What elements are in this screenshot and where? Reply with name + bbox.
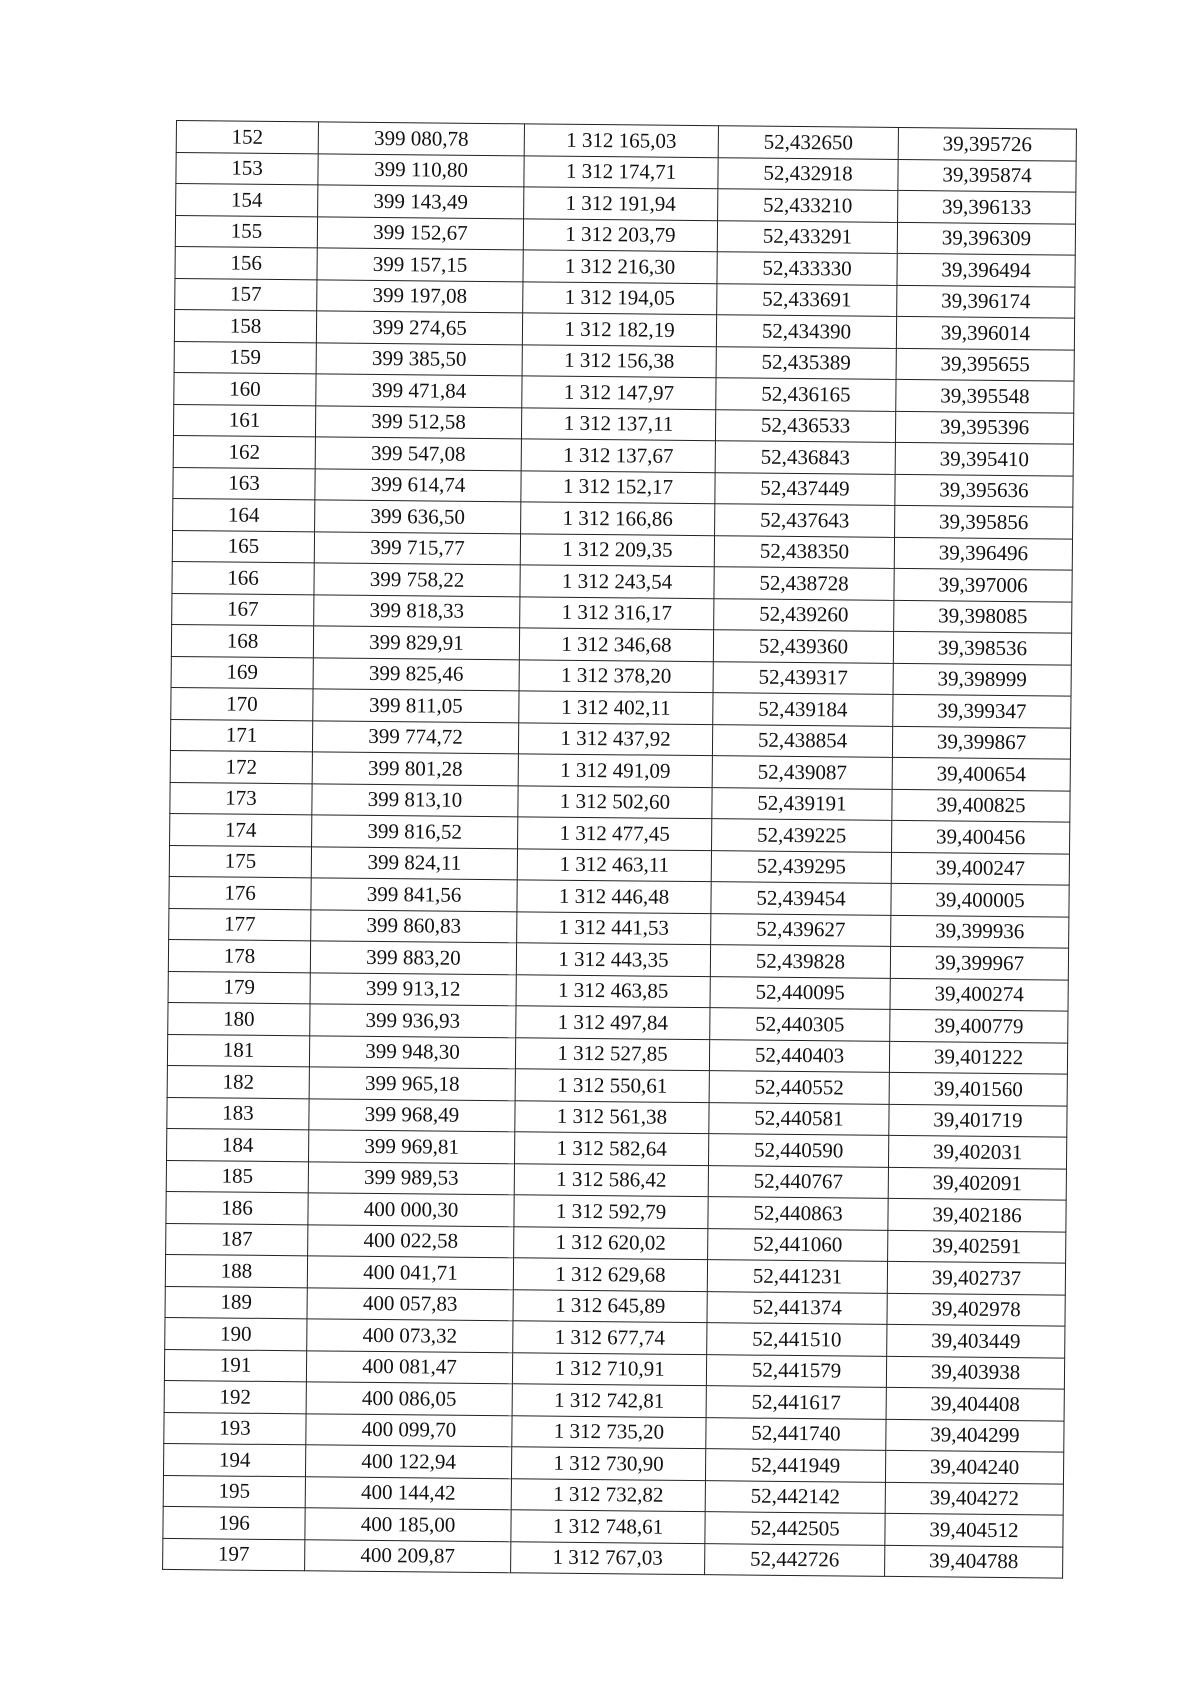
y-coordinate-cell: 1 312 191,94 (524, 187, 718, 220)
point-number-cell: 180 (168, 1002, 310, 1035)
y-coordinate-cell: 1 312 165,03 (524, 124, 718, 157)
y-coordinate-cell: 1 312 550,61 (515, 1069, 709, 1102)
longitude-cell: 39,402091 (888, 1167, 1066, 1200)
longitude-cell: 39,399347 (893, 694, 1071, 727)
latitude-cell: 52,434390 (716, 315, 896, 348)
point-number-cell: 185 (166, 1160, 308, 1193)
y-coordinate-cell: 1 312 437,92 (518, 722, 712, 755)
point-number-cell: 184 (167, 1128, 309, 1161)
point-number-cell: 174 (170, 813, 312, 846)
point-number-cell: 153 (176, 152, 318, 185)
latitude-cell: 52,440552 (709, 1071, 889, 1104)
latitude-cell: 52,432650 (718, 126, 898, 159)
longitude-cell: 39,395655 (896, 348, 1074, 381)
x-coordinate-cell: 400 000,30 (308, 1193, 514, 1226)
longitude-cell: 39,398085 (894, 600, 1072, 633)
x-coordinate-cell: 399 197,08 (317, 279, 523, 312)
latitude-cell: 52,441231 (707, 1260, 887, 1293)
latitude-cell: 52,441510 (707, 1323, 887, 1356)
longitude-cell: 39,402031 (888, 1135, 1066, 1168)
point-number-cell: 157 (175, 278, 317, 311)
x-coordinate-cell: 399 813,10 (312, 783, 518, 816)
latitude-cell: 52,441060 (708, 1228, 888, 1261)
latitude-cell: 52,432918 (718, 157, 898, 190)
latitude-cell: 52,441374 (707, 1291, 887, 1324)
y-coordinate-cell: 1 312 582,64 (515, 1132, 709, 1165)
point-number-cell: 195 (163, 1475, 305, 1508)
point-number-cell: 189 (165, 1286, 307, 1319)
x-coordinate-cell: 399 989,53 (308, 1161, 514, 1194)
point-number-cell: 155 (175, 215, 317, 248)
point-number-cell: 152 (176, 121, 318, 154)
latitude-cell: 52,438350 (714, 535, 894, 568)
latitude-cell: 52,441740 (706, 1417, 886, 1450)
x-coordinate-cell: 399 969,81 (309, 1130, 515, 1163)
y-coordinate-cell: 1 312 677,74 (513, 1321, 707, 1354)
latitude-cell: 52,442142 (705, 1480, 885, 1513)
point-number-cell: 170 (171, 687, 313, 720)
y-coordinate-cell: 1 312 152,17 (521, 470, 715, 503)
longitude-cell: 39,398999 (893, 663, 1071, 696)
latitude-cell: 52,433291 (717, 220, 897, 253)
longitude-cell: 39,404788 (885, 1545, 1063, 1578)
longitude-cell: 39,400779 (890, 1009, 1068, 1042)
longitude-cell: 39,398536 (893, 631, 1071, 664)
y-coordinate-cell: 1 312 586,42 (514, 1163, 708, 1196)
latitude-cell: 52,435389 (716, 346, 896, 379)
y-coordinate-cell: 1 312 346,68 (519, 628, 713, 661)
point-number-cell: 158 (174, 309, 316, 342)
point-number-cell: 192 (164, 1380, 306, 1413)
y-coordinate-cell: 1 312 497,84 (516, 1006, 710, 1039)
point-number-cell: 172 (170, 750, 312, 783)
x-coordinate-cell: 399 512,58 (315, 405, 521, 438)
y-coordinate-cell: 1 312 748,61 (511, 1510, 705, 1543)
longitude-cell: 39,396014 (896, 316, 1074, 349)
x-coordinate-cell: 399 157,15 (317, 248, 523, 281)
longitude-cell: 39,402737 (887, 1261, 1065, 1294)
latitude-cell: 52,440590 (708, 1134, 888, 1167)
y-coordinate-cell: 1 312 463,11 (517, 848, 711, 881)
x-coordinate-cell: 399 547,08 (315, 437, 521, 470)
point-number-cell: 197 (163, 1538, 305, 1571)
y-coordinate-cell: 1 312 463,85 (516, 974, 710, 1007)
x-coordinate-cell: 399 860,83 (311, 909, 517, 942)
longitude-cell: 39,395410 (895, 442, 1073, 475)
x-coordinate-cell: 399 758,22 (314, 563, 520, 596)
point-number-cell: 156 (175, 246, 317, 279)
y-coordinate-cell: 1 312 156,38 (522, 344, 716, 377)
longitude-cell: 39,404512 (885, 1513, 1063, 1546)
y-coordinate-cell: 1 312 446,48 (517, 880, 711, 913)
longitude-cell: 39,404299 (886, 1419, 1064, 1452)
latitude-cell: 52,439454 (711, 882, 891, 915)
latitude-cell: 52,439317 (713, 661, 893, 694)
longitude-cell: 39,400825 (892, 789, 1070, 822)
y-coordinate-cell: 1 312 477,45 (518, 817, 712, 850)
point-number-cell: 187 (166, 1223, 308, 1256)
longitude-cell: 39,395396 (895, 411, 1073, 444)
longitude-cell: 39,403449 (887, 1324, 1065, 1357)
coordinates-table (162, 120, 1077, 1579)
x-coordinate-cell: 400 022,58 (308, 1224, 514, 1257)
point-number-cell: 154 (176, 184, 318, 217)
y-coordinate-cell: 1 312 742,81 (512, 1384, 706, 1417)
y-coordinate-cell: 1 312 209,35 (520, 533, 714, 566)
longitude-cell: 39,401560 (889, 1072, 1067, 1105)
y-coordinate-cell: 1 312 767,03 (511, 1541, 705, 1574)
y-coordinate-cell: 1 312 561,38 (515, 1100, 709, 1133)
longitude-cell: 39,400456 (892, 820, 1070, 853)
x-coordinate-cell: 399 080,78 (318, 122, 524, 155)
longitude-cell: 39,396309 (897, 222, 1075, 255)
y-coordinate-cell: 1 312 216,30 (523, 250, 717, 283)
longitude-cell: 39,402978 (887, 1293, 1065, 1326)
x-coordinate-cell: 400 081,47 (306, 1350, 512, 1383)
y-coordinate-cell: 1 312 629,68 (513, 1258, 707, 1291)
longitude-cell: 39,395548 (896, 379, 1074, 412)
x-coordinate-cell: 399 274,65 (316, 311, 522, 344)
latitude-cell: 52,441949 (705, 1449, 885, 1482)
x-coordinate-cell: 399 816,52 (312, 815, 518, 848)
x-coordinate-cell: 400 073,32 (307, 1319, 513, 1352)
x-coordinate-cell: 399 715,77 (314, 531, 520, 564)
y-coordinate-cell: 1 312 491,09 (518, 754, 712, 787)
x-coordinate-cell: 399 965,18 (309, 1067, 515, 1100)
x-coordinate-cell: 399 385,50 (316, 342, 522, 375)
latitude-cell: 52,438728 (714, 567, 894, 600)
longitude-cell: 39,399936 (891, 915, 1069, 948)
longitude-cell: 39,404272 (885, 1482, 1063, 1515)
longitude-cell: 39,404408 (886, 1387, 1064, 1420)
longitude-cell: 39,396496 (894, 537, 1072, 570)
point-number-cell: 188 (165, 1254, 307, 1287)
point-number-cell: 186 (166, 1191, 308, 1224)
point-number-cell: 161 (173, 404, 315, 437)
point-number-cell: 191 (164, 1349, 306, 1382)
longitude-cell: 39,400274 (890, 978, 1068, 1011)
longitude-cell: 39,397006 (894, 568, 1072, 601)
latitude-cell: 52,439627 (711, 913, 891, 946)
y-coordinate-cell: 1 312 735,20 (512, 1415, 706, 1448)
x-coordinate-cell: 399 818,33 (314, 594, 520, 627)
x-coordinate-cell: 400 144,42 (305, 1476, 511, 1509)
x-coordinate-cell: 400 209,87 (305, 1539, 511, 1572)
longitude-cell: 39,403938 (886, 1356, 1064, 1389)
latitude-cell: 52,439828 (710, 945, 890, 978)
point-number-cell: 183 (167, 1097, 309, 1130)
longitude-cell: 39,402591 (888, 1230, 1066, 1263)
x-coordinate-cell: 400 185,00 (305, 1508, 511, 1541)
x-coordinate-cell: 399 936,93 (310, 1004, 516, 1037)
longitude-cell: 39,400005 (891, 883, 1069, 916)
y-coordinate-cell: 1 312 166,86 (521, 502, 715, 535)
x-coordinate-cell: 399 152,67 (317, 216, 523, 249)
longitude-cell: 39,399867 (892, 726, 1070, 759)
longitude-cell: 39,400247 (891, 852, 1069, 885)
longitude-cell: 39,396133 (898, 190, 1076, 223)
x-coordinate-cell: 399 143,49 (318, 185, 524, 218)
point-number-cell: 168 (171, 624, 313, 657)
point-number-cell: 173 (170, 782, 312, 815)
x-coordinate-cell: 400 041,71 (307, 1256, 513, 1289)
y-coordinate-cell: 1 312 527,85 (515, 1037, 709, 1070)
latitude-cell: 52,440403 (709, 1039, 889, 1072)
point-number-cell: 163 (173, 467, 315, 500)
latitude-cell: 52,436843 (715, 441, 895, 474)
point-number-cell: 196 (163, 1506, 305, 1539)
longitude-cell: 39,400654 (892, 757, 1070, 790)
x-coordinate-cell: 399 829,91 (313, 626, 519, 659)
latitude-cell: 52,436165 (716, 378, 896, 411)
point-number-cell: 175 (169, 845, 311, 878)
latitude-cell: 52,439260 (714, 598, 894, 631)
y-coordinate-cell: 1 312 502,60 (518, 785, 712, 818)
latitude-cell: 52,436533 (715, 409, 895, 442)
latitude-cell: 52,441579 (706, 1354, 886, 1387)
point-number-cell: 194 (163, 1443, 305, 1476)
x-coordinate-cell: 399 968,49 (309, 1098, 515, 1131)
latitude-cell: 52,441617 (706, 1386, 886, 1419)
y-coordinate-cell: 1 312 378,20 (519, 659, 713, 692)
longitude-cell: 39,395636 (895, 474, 1073, 507)
latitude-cell: 52,437643 (715, 504, 895, 537)
x-coordinate-cell: 399 801,28 (312, 752, 518, 785)
coordinates-table-body (163, 121, 1077, 1579)
latitude-cell: 52,439191 (712, 787, 892, 820)
y-coordinate-cell: 1 312 441,53 (517, 911, 711, 944)
x-coordinate-cell: 400 057,83 (307, 1287, 513, 1320)
longitude-cell: 39,396174 (897, 285, 1075, 318)
y-coordinate-cell: 1 312 443,35 (516, 943, 710, 976)
y-coordinate-cell: 1 312 592,79 (514, 1195, 708, 1228)
latitude-cell: 52,439184 (713, 693, 893, 726)
x-coordinate-cell: 399 824,11 (311, 846, 517, 879)
point-number-cell: 190 (165, 1317, 307, 1350)
point-number-cell: 164 (173, 498, 315, 531)
latitude-cell: 52,439295 (711, 850, 891, 883)
point-number-cell: 177 (169, 908, 311, 941)
point-number-cell: 160 (174, 372, 316, 405)
x-coordinate-cell: 399 614,74 (315, 468, 521, 501)
longitude-cell: 39,399967 (890, 946, 1068, 979)
y-coordinate-cell: 1 312 645,89 (513, 1289, 707, 1322)
x-coordinate-cell: 399 811,05 (313, 689, 519, 722)
longitude-cell: 39,396494 (897, 253, 1075, 286)
point-number-cell: 179 (168, 971, 310, 1004)
latitude-cell: 52,440581 (709, 1102, 889, 1135)
point-number-cell: 166 (172, 561, 314, 594)
y-coordinate-cell: 1 312 194,05 (523, 281, 717, 314)
point-number-cell: 165 (172, 530, 314, 563)
point-number-cell: 159 (174, 341, 316, 374)
point-number-cell: 167 (172, 593, 314, 626)
longitude-cell: 39,401719 (889, 1104, 1067, 1137)
latitude-cell: 52,433691 (717, 283, 897, 316)
y-coordinate-cell: 1 312 402,11 (519, 691, 713, 724)
point-number-cell: 176 (169, 876, 311, 909)
point-number-cell: 169 (171, 656, 313, 689)
y-coordinate-cell: 1 312 620,02 (514, 1226, 708, 1259)
longitude-cell: 39,395874 (898, 159, 1076, 192)
latitude-cell: 52,440095 (710, 976, 890, 1009)
latitude-cell: 52,437449 (715, 472, 895, 505)
x-coordinate-cell: 399 471,84 (316, 374, 522, 407)
point-number-cell: 181 (167, 1034, 309, 1067)
y-coordinate-cell: 1 312 710,91 (512, 1352, 706, 1385)
point-number-cell: 193 (164, 1412, 306, 1445)
x-coordinate-cell: 399 913,12 (310, 972, 516, 1005)
point-number-cell: 171 (170, 719, 312, 752)
point-number-cell: 178 (168, 939, 310, 972)
longitude-cell: 39,395856 (895, 505, 1073, 538)
x-coordinate-cell: 399 883,20 (310, 941, 516, 974)
x-coordinate-cell: 400 086,05 (306, 1382, 512, 1415)
x-coordinate-cell: 400 099,70 (306, 1413, 512, 1446)
point-number-cell: 162 (173, 435, 315, 468)
latitude-cell: 52,440305 (710, 1008, 890, 1041)
point-number-cell: 182 (167, 1065, 309, 1098)
longitude-cell: 39,402186 (888, 1198, 1066, 1231)
y-coordinate-cell: 1 312 730,90 (511, 1447, 705, 1480)
y-coordinate-cell: 1 312 147,97 (522, 376, 716, 409)
y-coordinate-cell: 1 312 316,17 (520, 596, 714, 629)
x-coordinate-cell: 399 825,46 (313, 657, 519, 690)
latitude-cell: 52,439360 (713, 630, 893, 663)
y-coordinate-cell: 1 312 182,19 (522, 313, 716, 346)
latitude-cell: 52,439225 (712, 819, 892, 852)
x-coordinate-cell: 399 636,50 (315, 500, 521, 533)
longitude-cell: 39,404240 (885, 1450, 1063, 1483)
y-coordinate-cell: 1 312 243,54 (520, 565, 714, 598)
latitude-cell: 52,442726 (705, 1543, 885, 1576)
latitude-cell: 52,442505 (705, 1512, 885, 1545)
x-coordinate-cell: 399 948,30 (309, 1035, 515, 1068)
longitude-cell: 39,395726 (898, 127, 1076, 160)
y-coordinate-cell: 1 312 174,71 (524, 155, 718, 188)
latitude-cell: 52,433330 (717, 252, 897, 285)
longitude-cell: 39,401222 (889, 1041, 1067, 1074)
x-coordinate-cell: 400 122,94 (305, 1445, 511, 1478)
latitude-cell: 52,433210 (718, 189, 898, 222)
y-coordinate-cell: 1 312 203,79 (523, 218, 717, 251)
latitude-cell: 52,440863 (708, 1197, 888, 1230)
y-coordinate-cell: 1 312 137,11 (521, 407, 715, 440)
y-coordinate-cell: 1 312 732,82 (511, 1478, 705, 1511)
latitude-cell: 52,438854 (712, 724, 892, 757)
x-coordinate-cell: 399 110,80 (318, 153, 524, 186)
latitude-cell: 52,440767 (708, 1165, 888, 1198)
x-coordinate-cell: 399 841,56 (311, 878, 517, 911)
latitude-cell: 52,439087 (712, 756, 892, 789)
x-coordinate-cell: 399 774,72 (312, 720, 518, 753)
y-coordinate-cell: 1 312 137,67 (521, 439, 715, 472)
